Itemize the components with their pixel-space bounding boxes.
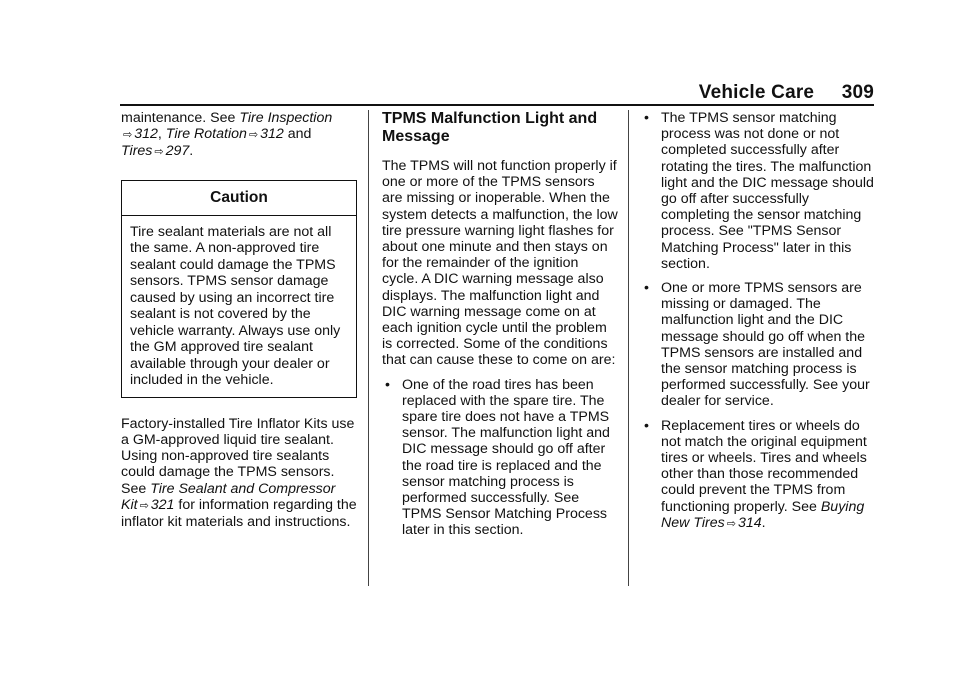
page-ref-arrow-icon: ⇨ [154,146,164,159]
column-1 [121,110,357,530]
page-header [699,82,874,104]
column-2 [382,110,618,539]
text: for information regarding the inflator kit materials and instructions. [121,496,357,531]
bullet-icon: • [644,417,649,434]
page-ref-312[interactable]: 312 [260,126,284,143]
text: and [283,126,312,143]
list-item [382,377,618,539]
page-ref-arrow-icon: ⇨ [248,129,259,142]
list-item-text: Replacement tires or wheels do not match the original equipment tires or wheels. Tires and wheels other than those recommended could prevent the TPMS from functioning properly. See [661,417,867,515]
page-number: 309 [841,82,874,103]
link-tires[interactable]: Tires [121,143,153,160]
text: . [189,143,194,160]
header-rule [120,104,874,106]
bullet-icon: • [385,376,390,393]
page-ref-arrow-icon: ⇨ [123,129,133,142]
list-item [641,418,877,532]
list-item-text: One or more TPMS sensors are missing or damaged. The malfunction light and the DIC message should go off when the TPMS sensors are installed and the sensor matching process is performed successfully. See your dealer for service. [661,280,870,410]
paragraph-inflator-kits [121,416,357,530]
page-ref-314[interactable]: 314 [737,514,762,531]
list-item [641,110,877,272]
section-heading: TPMS Malfunction Light and Message [382,110,598,145]
page-ref-321[interactable]: 321 [150,496,175,513]
text: . [761,514,766,531]
text: maintenance. See [121,110,240,126]
list-item-text: One of the road tires has been replaced with the spare tire. The spare tire does not have a TPMS sensor. The malfunction light and DIC message should go off after the road tire is replaced and the sensor matching process is performed successfully. See TPMS Sensor Matching Process later in this section. [402,376,610,539]
bullet-icon: • [644,280,649,297]
page-ref-297[interactable]: 297 [165,143,190,160]
section-title: Vehicle Care [698,82,815,103]
caution-text: Tire sealant materials are not all the same. A non-approved tire sealant could damage the TPMS sensors. TPMS sensor damage caused by using an incorrect tire sealant is not covered by the vehicle warranty. Always use only the GM approved tire sealant available through your dealer or included in the vehicle. [130,223,341,389]
page-ref-312[interactable]: 312 [134,126,158,143]
page-ref-arrow-icon: ⇨ [139,499,149,512]
list-item [641,280,877,410]
bullet-icon: • [644,110,649,126]
link-tire-sealant-compressor-kit[interactable]: Tire Sealant and Compressor Kit [121,480,336,513]
link-buying-new-tires[interactable]: Buying New Tires [661,498,865,531]
link-tire-inspection[interactable]: Tire Inspection [239,110,333,126]
conditions-list [382,377,618,539]
column-divider [368,110,369,586]
paragraph-malfunction-intro: The TPMS will not function properly if one or more of the TPMS sensors are missing or inoperable. When the system detects a malfunction, the low tire pressure warning light flashes for about one minute and then stays on for the remainder of the ignition cycle. A DIC warning message also displays. The malfunction light and DIC warning message come on at each ignition cycle until the problem is corrected. Some of the conditions that can cause these to come on are: [382,158,618,369]
paragraph-maintenance [121,110,357,161]
caution-title: Caution [122,181,356,216]
page-ref-arrow-icon: ⇨ [726,517,736,530]
caution-box [121,180,357,398]
conditions-list-continued [641,110,877,532]
column-divider [628,110,629,586]
list-item-text: The TPMS sensor matching process was not done or not completed successfully after rotating the tires. The malfunction light and the DIC message should go off after successfully completing the sensor matching process. See "TPMS Sensor Matching Process" later in this section. [661,110,874,272]
text: , [157,126,166,143]
column-3 [641,110,877,532]
link-tire-rotation[interactable]: Tire Rotation [165,126,247,143]
text: Factory-installed Tire Inflator Kits use a GM-approved liquid tire sealant. Using non-approved tire sealants could damage the TPMS sensors. See [121,415,355,497]
